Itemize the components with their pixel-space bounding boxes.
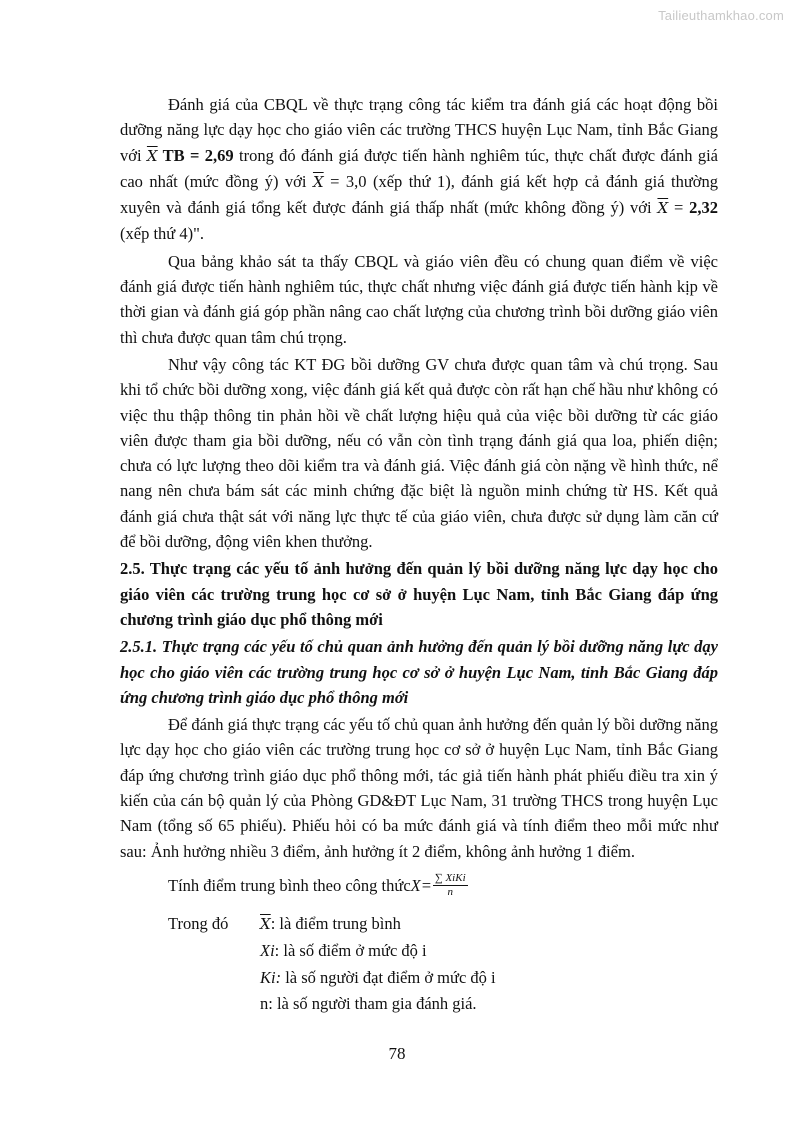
formula-x: X= [410,875,432,895]
def-n: n: là số người tham gia đánh giá. [260,993,477,1013]
def-xi: Xi: là số điểm ở mức độ i [260,941,427,961]
watermark: Tailieuthamkhao.com [658,8,784,23]
definitions [120,911,718,1016]
definitions-label: Trong đó [168,913,229,933]
paragraph-evaluation-cbql: Đánh giá của CBQL về thực trạng công tác kiểm tra đánh giá các hoạt động bồi dưỡng năng lực dạy học cho giáo viên các trường THCS huyện Lục Nam, tỉnh Bắc Giang với $\overline{X}$ TB = 2,69 trong đó đánh giá được tiến hành nghiêm túc, thực chất được đánh giá cao nhất (mức đồng ý) với $\overline{X} = 3,0$ (xếp thứ 1), đánh giá kết hợp cả đánh giá thường xuyên và đánh giá tổng kết được đánh giá thấp nhất (mức không đồng ý) với $\overline{X} = 2,32$ (xếp thứ 4)". [120,95,719,244]
def-xbar: $\overline{X}$: là điểm trung bình [260,913,401,933]
x-bar-symbol: $\overline{X}$ [312,172,324,191]
formula-denominator: n [447,885,453,898]
def-ki: Ki: là số người đạt điểm ở mức độ i [260,967,496,987]
heading-2-5-1: 2.5.1. Thực trạng các yếu tố chủ quan ảnh hưởng đến quản lý bồi dưỡng năng lực dạy học cho giáo viên các trường trung học cơ sở ở huyện Lục Nam, tỉnh Bắc Giang đáp ứng chương trình giáo dục phổ thông mới [120,637,718,707]
formula-fraction [433,872,468,899]
formula-numerator: ∑ XiKi [434,871,466,884]
x-bar-symbol: $\overline{X}$ [657,199,669,218]
page-number: 78 [388,1044,406,1063]
paragraph-survey: Qua bảng khảo sát ta thấy CBQL và giáo viên đều có chung quan điểm về việc đánh giá được tiến hành nghiêm túc, thực chất nhưng việc đánh giá được tiến hành kịp về thời gian và đánh giá góp phần nâng cao chất lượng của chương trình bồi dưỡng giáo viên thì chưa được quan tâm chú trọng. [120,251,718,347]
x-bar-symbol: $\overline{X}$ [146,146,158,165]
paragraph-ktdg: Như vậy công tác KT ĐG bồi dưỡng GV chưa được quan tâm và chú trọng. Sau khi tổ chức bồi dưỡng xong, việc đánh giá kết quả được còn rất hạn chế hầu như không có việc thu thập thông tin phản hồi về chất lượng hiệu quả của việc bồi dưỡng từ các giáo viên được tham gia bồi dưỡng, nếu có vẫn còn tình trạng đánh giá qua loa, phiến diện; chưa có lực lượng theo dõi kiểm tra và đánh giá. Việc đánh giá còn nặng về hình thức, nể nang nên chưa bám sát các minh chứng đặc biệt là nguồn minh chứng từ HS. Kết quả đánh giá chưa thật sát với năng lực thực tế của giáo viên, chưa được sử dụng làm căn cứ để bồi dưỡng, động viên khen thưởng. [120,354,718,552]
formula-line: Tính điểm trung bình theo công thức X= $\frac{\text{∑ XiKi}}{n}$ [168,871,466,898]
paragraph-method: Để đánh giá thực trạng các yếu tố chủ quan ảnh hưởng đến quản lý bồi dưỡng năng lực dạy học cho giáo viên các trường trung học cơ sở ở huyện Lục Nam, tỉnh Bắc Giang đáp ứng chương trình giáo dục phổ thông mới, tác giả tiến hành phát phiếu điều tra xin ý kiến của cán bộ quản lý của Phòng GD&ĐT Lục Nam, 31 trường THCS trong huyện Lục Nam (tổng số 65 phiếu). Phiếu hỏi có ba mức đánh giá và tính điểm theo mỗi mức như sau: Ảnh hưởng nhiều 3 điểm, ảnh hưởng ít 2 điểm, không ảnh hưởng 1 điểm. [120,715,718,861]
heading-2-5: 2.5. Thực trạng các yếu tố ảnh hưởng đến quản lý bồi dưỡng năng lực dạy học cho giáo viên các trường trung học cơ sở ở huyện Lục Nam, tỉnh Bắc Giang đáp ứng chương trình giáo dục phổ thông mới [120,559,718,629]
document-body [120,92,718,1016]
